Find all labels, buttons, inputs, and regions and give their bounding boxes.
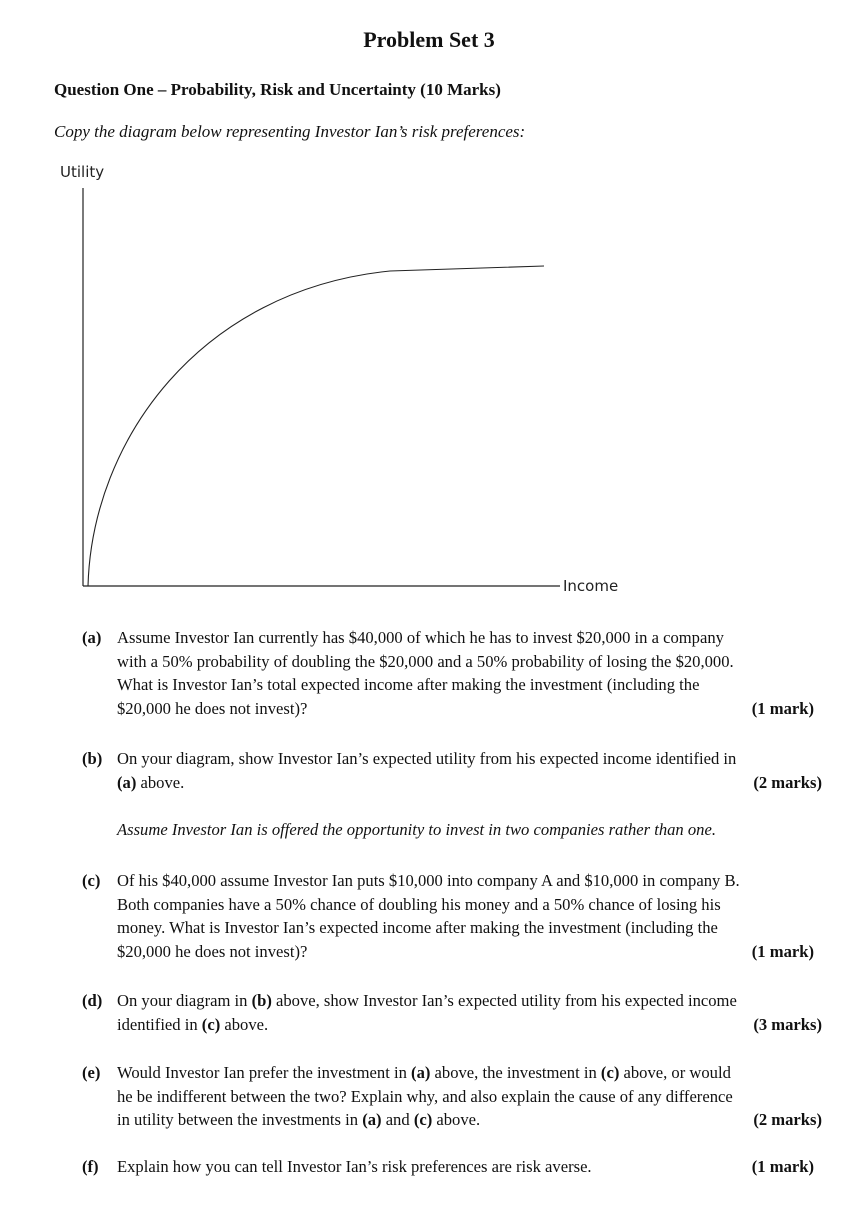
part-text-line: in utility between the investments in: [117, 1110, 363, 1129]
part-letter: (b): [82, 749, 103, 768]
part-f: [82, 1155, 832, 1179]
part-text-line: Both companies have a 50% chance of doubling his money and a 50% chance of losing his: [117, 894, 721, 914]
part-ref: (c): [413, 1110, 433, 1129]
part-e: [82, 1061, 832, 1132]
part-text-line: above.: [432, 1110, 481, 1129]
part-text-line: above, the investment in: [430, 1063, 601, 1082]
part-ref: (a): [117, 772, 137, 792]
question-heading: Question One – Probability, Risk and Uncertainty (10 Marks): [54, 80, 501, 99]
part-letter: (d): [82, 991, 103, 1010]
part-letter: (e): [82, 1063, 101, 1082]
marks-label: (1 mark): [751, 698, 814, 718]
marks-label: (3 marks): [753, 1014, 822, 1034]
part-ref: (c): [201, 1014, 221, 1034]
part-text-line: Assume Investor Ian currently has $40,000 of which he has to invest $20,000 in a company: [117, 628, 724, 647]
part-text-line: identified in: [117, 1014, 202, 1034]
part-b: [82, 747, 832, 794]
part-ref: (c): [600, 1063, 620, 1082]
scenario-note: Assume Investor Ian is offered the opportunity to invest in two companies rather than one.: [117, 820, 716, 839]
part-text-line: $20,000 he does not invest)?: [117, 941, 308, 961]
part-letter: (f): [82, 1157, 99, 1176]
part-c: [82, 869, 832, 963]
part-letter: (c): [82, 871, 101, 890]
part-text-line: and: [381, 1110, 414, 1129]
part-text-line: above, or would: [619, 1063, 731, 1082]
part-letter: (a): [82, 628, 102, 647]
part-text-line: On your diagram, show Investor Ian’s expected utility from his expected income identified in: [117, 749, 737, 768]
part-ref: (b): [251, 991, 272, 1010]
part-ref: (a): [411, 1063, 431, 1082]
part-text-line: above, show Investor Ian’s expected utility from his expected income: [271, 991, 737, 1010]
marks-label: (1 mark): [751, 1157, 814, 1176]
part-ref: (a): [362, 1110, 382, 1129]
page-title: Problem Set 3: [363, 27, 495, 52]
part-text-line: above.: [220, 1014, 269, 1034]
part-d: [82, 989, 832, 1036]
part-text-line: with a 50% probability of doubling the $20,000 and a 50% probability of losing the $20,000.: [117, 651, 734, 671]
part-a: [82, 626, 832, 720]
part-text-line: Of his $40,000 assume Investor Ian puts $10,000 into company A and $10,000 in company B.: [117, 871, 740, 890]
y-axis-label: Utility: [60, 163, 105, 181]
question-intro: Copy the diagram below representing Investor Ian’s risk preferences:: [54, 122, 526, 141]
part-text-line: he be indifferent between the two? Explain why, and also explain the cause of any difference: [117, 1086, 733, 1106]
part-text-line: Explain how you can tell Investor Ian’s risk preferences are risk averse.: [117, 1157, 592, 1176]
part-text-line: Would Investor Ian prefer the investment in: [117, 1063, 412, 1082]
x-axis-label: Income: [563, 577, 619, 595]
utility-curve: [88, 266, 544, 586]
part-text-line: above.: [136, 772, 185, 792]
part-text-line: money. What is Investor Ian’s expected income after making the investment (including the: [117, 918, 718, 937]
part-text-line: What is Investor Ian’s total expected income after making the investment (including the: [117, 675, 700, 694]
marks-label: (1 mark): [751, 941, 814, 961]
part-text-line: On your diagram in: [117, 991, 252, 1010]
marks-label: (2 marks): [753, 1110, 822, 1129]
marks-label: (2 marks): [753, 772, 822, 792]
part-text-line: $20,000 he does not invest)?: [117, 698, 308, 718]
